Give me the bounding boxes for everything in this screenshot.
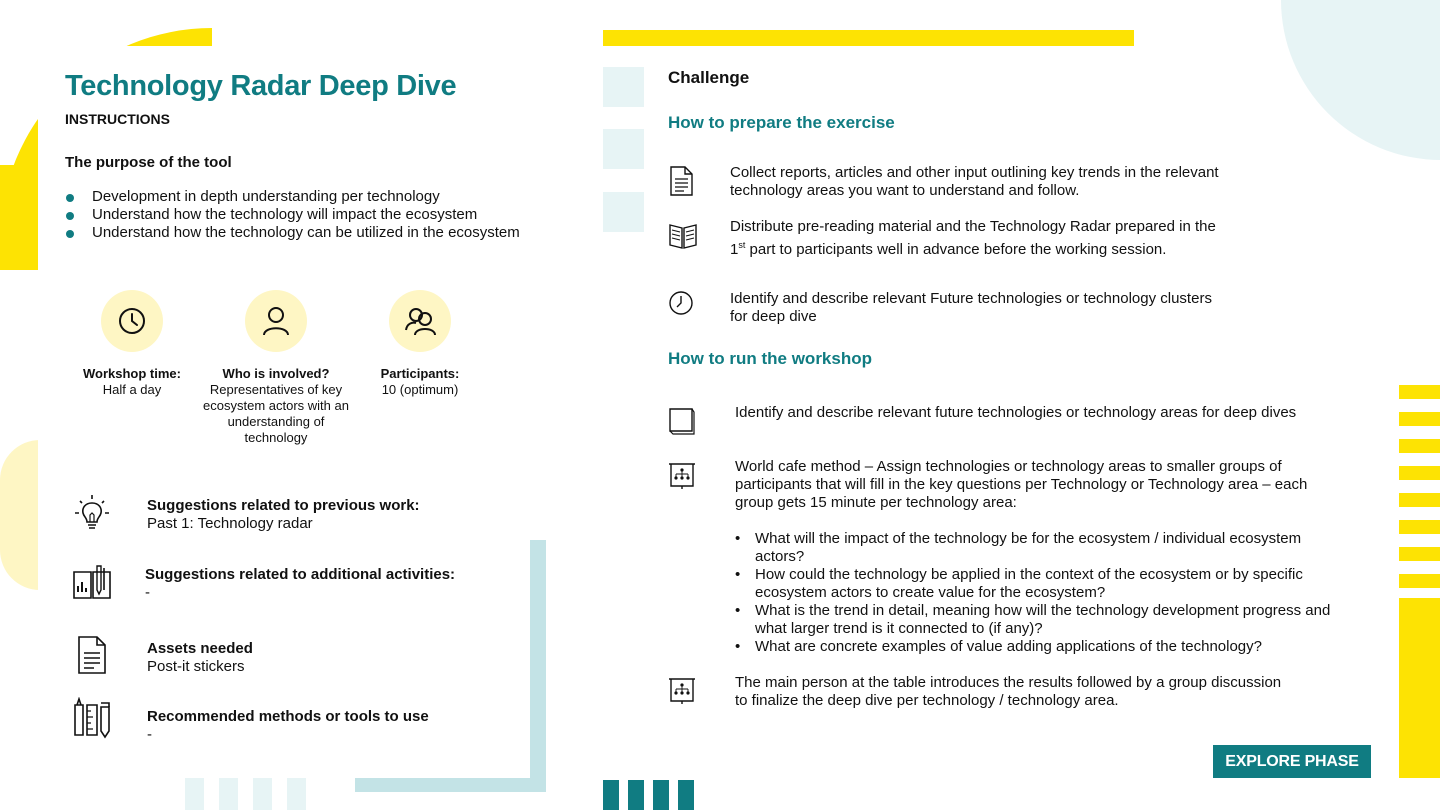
decorative-teal-squares	[603, 780, 703, 810]
info-label: Workshop time:	[83, 366, 181, 381]
clock-icon	[101, 290, 163, 352]
decorative-pale-block	[603, 192, 644, 232]
key-question-item: • What are concrete examples of value adding applications of the technology?	[735, 638, 1345, 656]
run-heading: How to run the workshop	[668, 349, 872, 368]
page-title: Technology Radar Deep Dive	[65, 70, 457, 102]
purpose-list	[65, 188, 545, 242]
document-icon	[72, 635, 112, 675]
prepare-step-text-part: Distribute pre-reading material and the Technology Radar prepared in the 1	[730, 218, 1216, 258]
book-icon	[668, 220, 696, 252]
decorative-pale-block	[603, 129, 644, 169]
explore-phase-button[interactable]: EXPLORE PHASE	[1213, 745, 1371, 778]
key-questions-list	[735, 530, 1345, 656]
decorative-yellow-bar	[603, 30, 1134, 46]
clock-icon	[668, 290, 696, 322]
info-participants	[345, 290, 495, 398]
info-who-involved	[201, 290, 351, 446]
decorative-teal-frame-horizontal	[355, 778, 546, 792]
tools-icon	[72, 697, 112, 737]
presentation-icon	[668, 677, 696, 709]
prepare-step-text: Collect reports, articles and other input outlining key trends in the relevant technology areas you want to understand and follow.	[730, 164, 1219, 199]
decorative-pale-squares	[185, 778, 321, 810]
purpose-heading: The purpose of the tool	[65, 154, 232, 171]
purpose-item: Understand how the technology can be utilized in the ecosystem	[65, 224, 545, 242]
key-question-item: • What will the impact of the technology be for the ecosystem / individual ecosystem actors?	[735, 530, 1345, 566]
info-label: Who is involved?	[222, 366, 330, 381]
run-step-text: World cafe method – Assign technologies or technology areas to smaller groups of participants that will fill in the key questions per Technology or Technology area – each group gets 15 minute per technology area:	[735, 458, 1308, 511]
person-icon	[245, 290, 307, 352]
prepare-heading: How to prepare the exercise	[668, 113, 895, 132]
decorative-pale-yellow-shape	[0, 440, 40, 590]
prepare-step-text	[730, 218, 1230, 259]
decorative-teal-frame-vertical	[530, 540, 546, 792]
key-question-item: • How could the technology be applied in the context of the ecosystem or by specific ecosystem actors to create value for the ecosystem?	[735, 566, 1345, 602]
decorative-pale-block	[603, 67, 644, 107]
purpose-item: Development in depth understanding per technology	[65, 188, 545, 206]
superscript: st	[738, 240, 746, 250]
notebook-chart-icon	[72, 562, 112, 602]
suggestion-title: Suggestions related to additional activities:	[145, 566, 456, 583]
suggestion-title: Suggestions related to previous work:	[147, 497, 420, 514]
info-value: Representatives of key ecosystem actors with an understanding of technology	[203, 382, 349, 445]
challenge-heading: Challenge	[668, 68, 750, 87]
info-label: Participants:	[380, 366, 460, 381]
suggestion-value: Post-it stickers	[147, 658, 245, 675]
notepad-icon	[668, 407, 696, 439]
decorative-yellow-stripes	[1399, 385, 1440, 601]
lightbulb-icon	[72, 493, 112, 533]
suggestion-title: Recommended methods or tools to use	[147, 708, 429, 725]
decorative-yellow-shape	[0, 165, 40, 270]
suggestion-value: -	[145, 584, 150, 601]
document-icon	[668, 165, 696, 197]
prepare-step-text: Identify and describe relevant Future technologies or technology clusters for deep dive	[730, 290, 1212, 325]
suggestion-title: Assets needed	[147, 640, 253, 657]
decorative-yellow-bar-right	[1399, 598, 1440, 778]
presentation-icon	[668, 462, 696, 494]
suggestion-value: -	[147, 726, 152, 743]
suggestion-value: Past 1: Technology radar	[147, 515, 313, 532]
info-value: Half a day	[102, 382, 162, 397]
key-question-item: • What is the trend in detail, meaning how will the technology development progress and what larger trend is it connected to (if any)?	[735, 602, 1345, 638]
run-step-text: The main person at the table introduces the results followed by a group discussion to finalize the deep dive per technology / technology area.	[735, 674, 1282, 709]
prepare-step-text-part: part to participants well in advance before the working session.	[745, 241, 1167, 258]
decorative-corner-circle	[1281, 0, 1440, 160]
info-workshop-time	[57, 290, 207, 398]
info-value: 10 (optimum)	[381, 382, 459, 397]
people-icon	[389, 290, 451, 352]
page-subtitle: INSTRUCTIONS	[65, 111, 170, 127]
run-step-text: Identify and describe relevant future technologies or technology areas for deep dives	[735, 404, 1297, 421]
purpose-item: Understand how the technology will impact the ecosystem	[65, 206, 545, 224]
